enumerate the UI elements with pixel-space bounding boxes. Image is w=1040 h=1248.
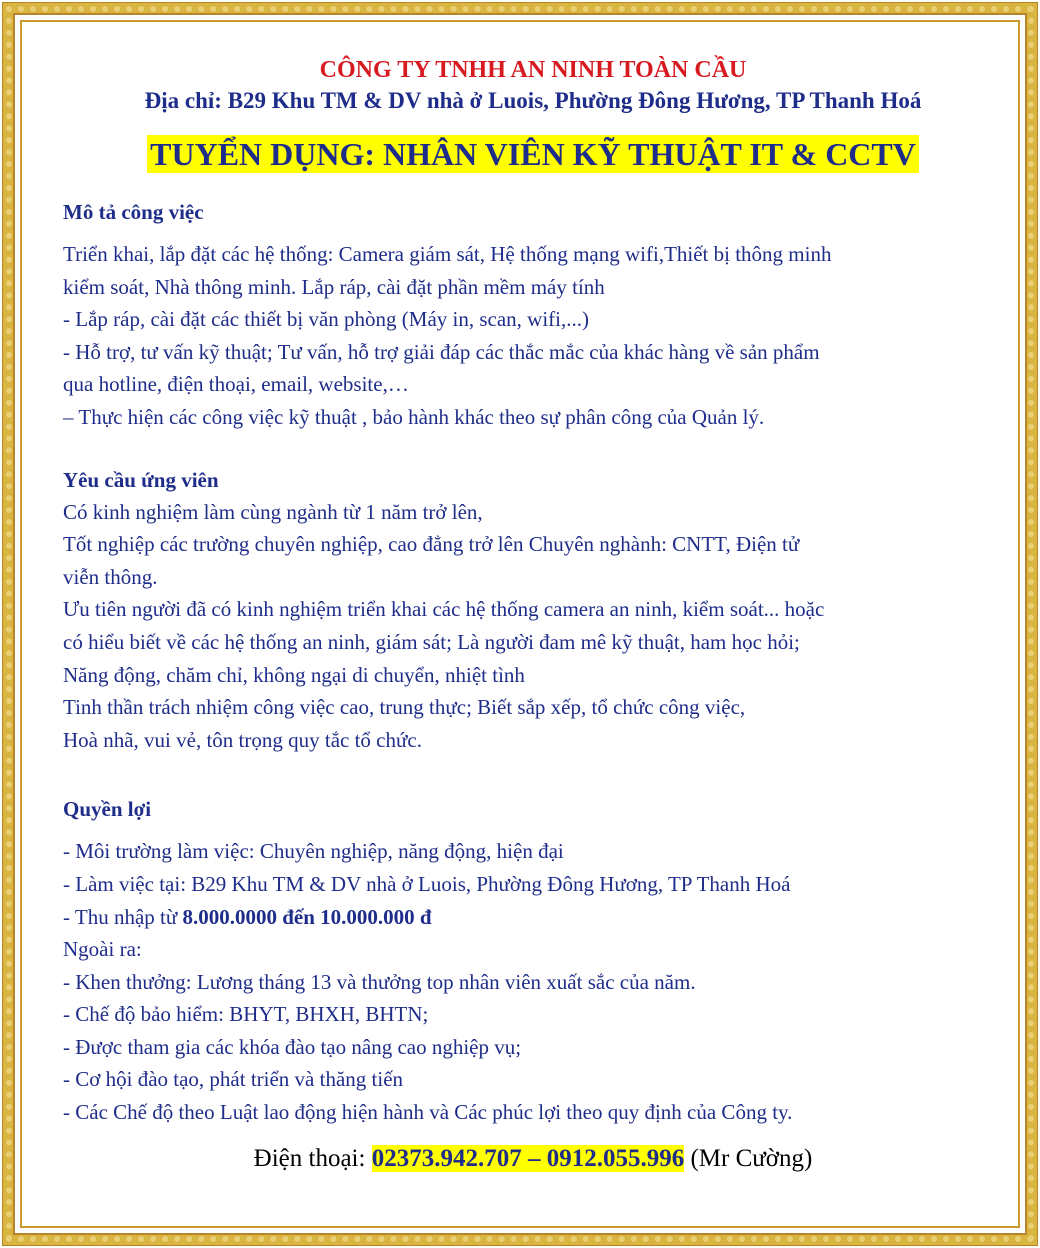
income-line [63, 901, 983, 934]
requirement-line: Tốt nghiệp các trường chuyên nghiệp, cao đẳng trở lên Chuyên nghành: CNTT, Điện tử [63, 532, 800, 557]
phone-label: Điện thoại: [253, 1144, 372, 1172]
benefit-line: - Cơ hội đào tạo, phát triển và thăng tiến [63, 1067, 404, 1092]
requirement-line: Năng động, chăm chỉ, không ngại di chuyển, nhiệt tình [63, 662, 525, 687]
requirements-heading: Yêu cầu ứng viên [63, 467, 219, 492]
company-address: Địa chỉ: B29 Khu TM & DV nhà ở Luois, Phường Đông Hương, TP Thanh Hoá [144, 88, 922, 113]
requirements-list [63, 496, 983, 757]
job-title: TUYỂN DỤNG: NHÂN VIÊN KỸ THUẬT IT & CCTV [147, 135, 919, 173]
description-line: - Hỗ trợ, tư vấn kỹ thuật; Tư vấn, hỗ trợ giải đáp các thắc mắc của khác hàng về sản phẩm [63, 339, 820, 364]
description-line: Triển khai, lắp đặt các hệ thống: Camera giám sát, Hệ thống mạng wifi,Thiết bị thông minh [63, 242, 832, 266]
benefit-line: - Các Chế độ theo Luật lao động hiện hành và Các phúc lợi theo quy định của Công ty. [63, 1100, 793, 1125]
requirement-line: có hiểu biết về các hệ thống an ninh, giám sát; Là người đam mê kỹ thuật, ham học hỏi; [63, 629, 800, 654]
poster-content [63, 54, 983, 1177]
income-prefix: - Thu nhập từ [63, 904, 183, 929]
description-line: - Lắp ráp, cài đặt các thiết bị văn phòng (Máy in, scan, wifi,...) [63, 307, 589, 332]
description-line: – Thực hiện các công việc kỹ thuật , bảo hành khác theo sự phân công của Quản lý. [63, 404, 765, 429]
requirement-line: Có kinh nghiệm làm cùng ngành từ 1 năm trở lên, [63, 499, 483, 524]
description-list [63, 238, 983, 434]
description-line: kiểm soát, Nhà thông minh. Lắp ráp, cài đặt phần mềm máy tính [63, 274, 605, 299]
requirement-line: Ưu tiên người đã có kinh nghiệm triển khai các hệ thống camera an ninh, kiểm soát... hoặc [63, 597, 825, 622]
requirement-line: viễn thông. [63, 564, 158, 589]
benefits-heading: Quyền lợi [63, 797, 152, 822]
phone-numbers[interactable]: 02373.942.707 – 0912.055.996 [371, 1144, 685, 1172]
requirement-line: Hoà nhã, vui vẻ, tôn trọng quy tắc tổ chức. [63, 727, 422, 752]
income-value: 8.000.0000 đến 10.000.000 đ [182, 904, 432, 929]
benefit-line: - Được tham gia các khóa đào tạo nâng cao nghiệp vụ; [63, 1034, 522, 1059]
benefit-line: - Khen thưởng: Lương tháng 13 và thưởng top nhân viên xuất sắc của năm. [63, 969, 696, 994]
company-name: CÔNG TY TNHH AN NINH TOÀN CẦU [319, 57, 747, 83]
contact-person: (Mr Cường) [684, 1144, 813, 1172]
title-wrapper [63, 135, 983, 173]
benefits-list [63, 835, 983, 1128]
description-line: qua hotline, điện thoại, email, website,… [63, 372, 409, 397]
requirement-line: Tinh thần trách nhiệm công việc cao, trung thực; Biết sắp xếp, tổ chức công việc, [63, 695, 746, 720]
others-label: Ngoài ra: [63, 937, 142, 962]
description-heading: Mô tả công việc [63, 200, 204, 224]
contact-row [63, 1141, 983, 1177]
benefit-line: - Chế độ bảo hiểm: BHYT, BHXH, BHTN; [63, 1002, 429, 1027]
benefit-line: - Làm việc tại: B29 Khu TM & DV nhà ở Luois, Phường Đông Hương, TP Thanh Hoá [63, 871, 791, 896]
benefit-line: - Môi trường làm việc: Chuyên nghiệp, năng động, hiện đại [63, 839, 564, 864]
